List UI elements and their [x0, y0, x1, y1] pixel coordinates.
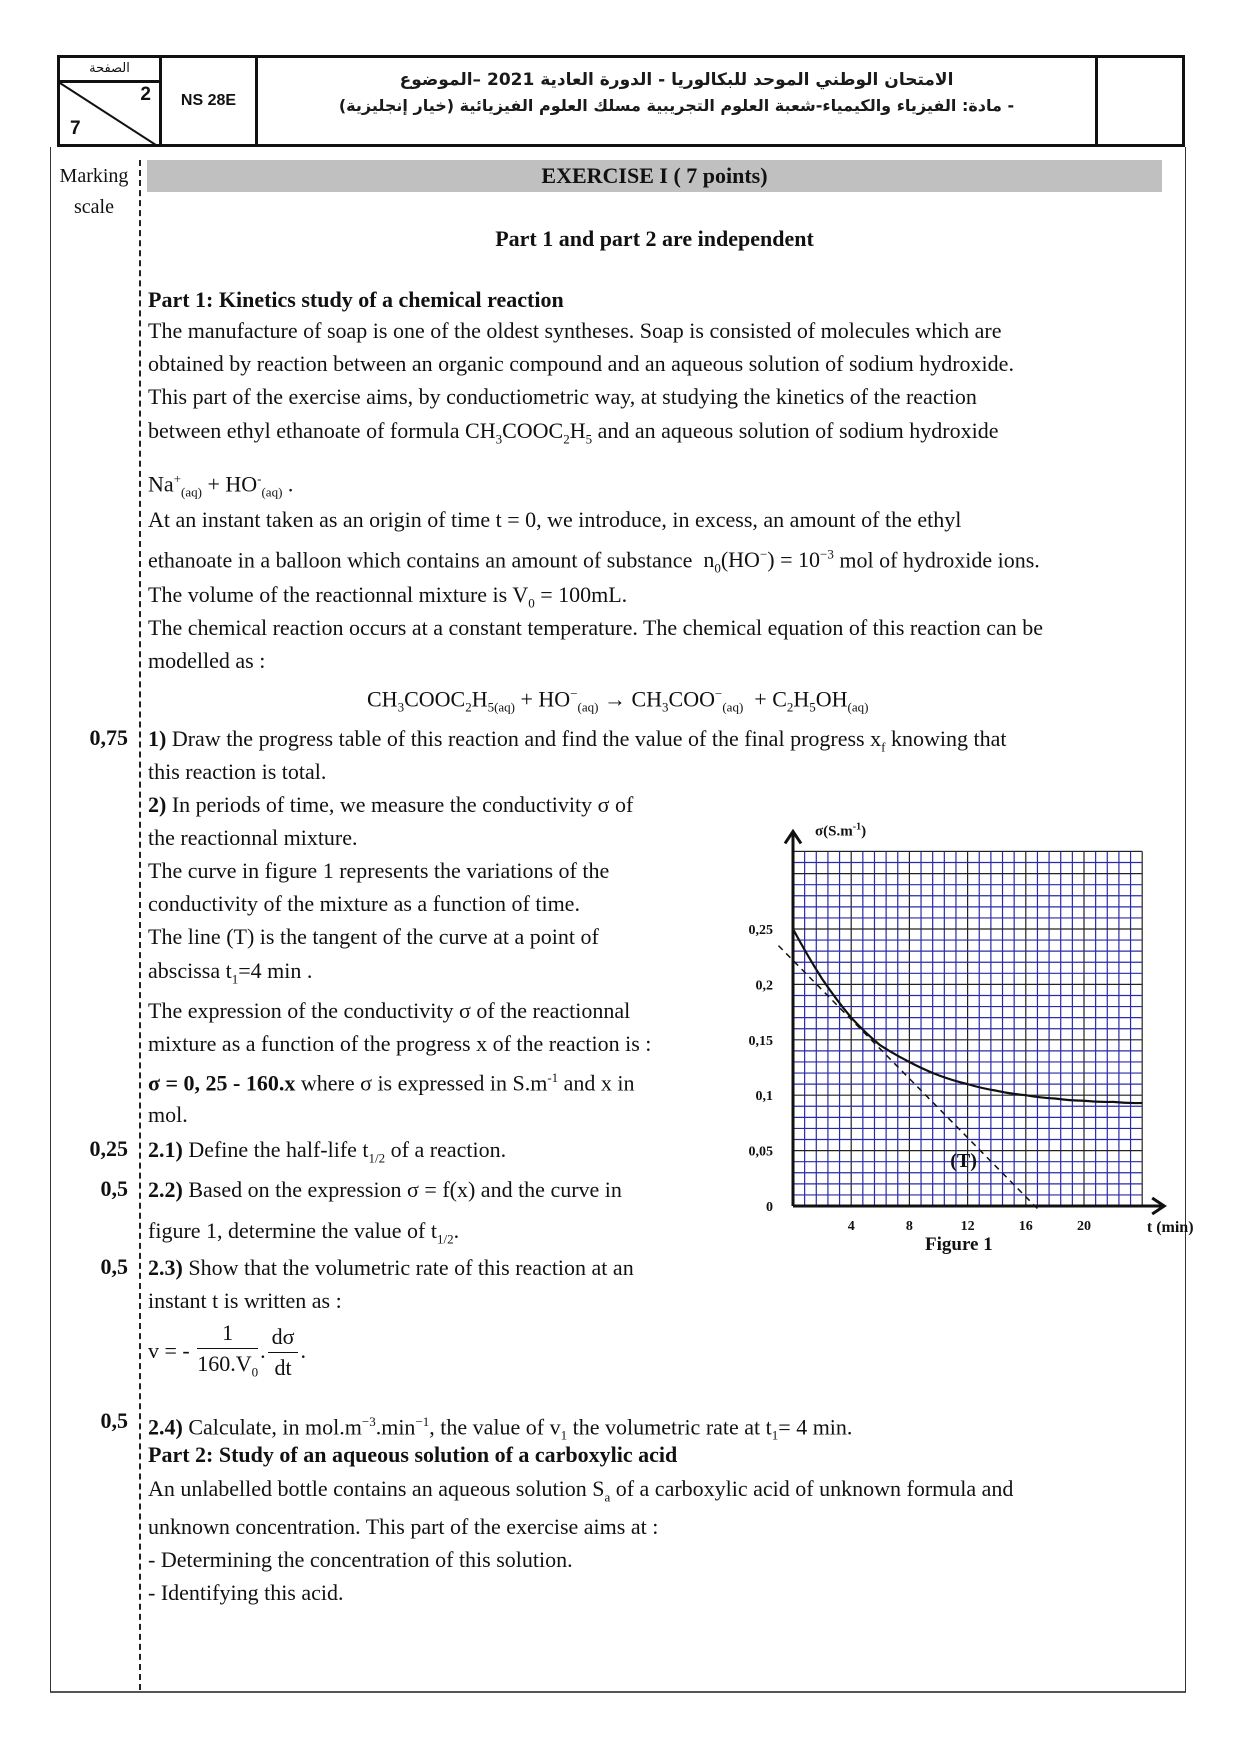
paragraph-line: σ = 0, 25 - 160.x where σ is expressed in $S.m^{-1}$ and x in	[148, 1070, 635, 1096]
formula-n0: $n_0(HO^-) = 10^{-3}$	[697, 547, 834, 576]
question-2-4: 2.4) Calculate, in $mol.m^{-3}.\min^{-1}$, the value of $v_1$ the volumetric rate at $t_1= 4$ min.	[148, 1414, 853, 1443]
paragraph-line: conductivity of the mixture as a function of time.	[148, 891, 580, 916]
text-fragment: The volume of the reactionnal mixture is V	[148, 582, 529, 607]
text-fragment: In periods of time, we measure the conductivity σ of	[171, 792, 634, 817]
text-fragment: Draw the progress table of this reaction and find the value of the final progress x	[171, 726, 882, 751]
text-fragment: mol of hydroxide ions.	[839, 547, 1040, 573]
question-1: 1) Draw the progress table of this reaction and find the value of the final progress $x_f$ knowing that	[148, 726, 1007, 755]
question-2-2	[148, 1173, 622, 1206]
text-fragment: abscissa t	[148, 958, 232, 983]
question-number: 2)	[148, 792, 167, 817]
paragraph-line: abscissa $t_1=4$ min .	[148, 958, 313, 987]
score-q2-1: 0,25	[89, 1136, 128, 1161]
y-tick-label: 0	[766, 1200, 773, 1215]
paragraph-line: unknown concentration. This part of the exercise aims at :	[148, 1514, 659, 1539]
text-fragment: of a carboxylic acid of unknown formula and	[610, 1476, 1014, 1501]
exam-header	[57, 55, 1185, 147]
figure-1-chart	[730, 815, 1200, 1275]
text-fragment: Calculate, in mol.m	[188, 1414, 362, 1440]
exam-title-line1: الامتحان الوطني الموحد للبكالوريا - الدورة العادية 2021 –الموضوع	[399, 70, 954, 90]
y-tick-label: 0,1	[755, 1089, 773, 1105]
text-fragment: ethanoate in a balloon which contains an amount of substance	[148, 547, 693, 573]
marking-label-line2: scale	[74, 196, 114, 218]
paragraph-line: The manufacture of soap is one of the oldest syntheses. Soap is consisted of molecules which are	[148, 318, 1002, 343]
text-fragment: and an aqueous solution of sodium hydroxide	[597, 418, 999, 443]
text-fragment: of a reaction.	[390, 1137, 507, 1162]
y-tick-label: 0,15	[748, 1033, 773, 1049]
x-tick-label: 20	[1077, 1219, 1091, 1234]
score-q2-3: 0,5	[100, 1254, 128, 1279]
exercise-subtitle: Part 1 and part 2 are independent	[495, 226, 814, 251]
question-number: 2.3)	[148, 1255, 183, 1280]
paragraph-line: this reaction is total.	[148, 759, 327, 784]
margin-divider	[139, 160, 141, 1690]
page-label: الصفحة	[60, 58, 159, 83]
score-q2-2: 0,5	[100, 1176, 128, 1201]
text-fragment: and x in	[563, 1070, 635, 1096]
text-fragment: .min	[375, 1414, 416, 1440]
paragraph-line: - Identifying this acid.	[148, 1580, 344, 1605]
question-number: 2.1)	[148, 1137, 183, 1162]
fraction: $\frac{1}{160.V_0}$	[197, 1320, 259, 1380]
conductivity-formula: σ = 0, 25 - 160.x	[148, 1070, 296, 1096]
score-q1: 0,75	[89, 725, 128, 750]
text-fragment: Define the half-life t	[188, 1137, 369, 1162]
x-tick-label: 16	[1018, 1219, 1033, 1234]
paragraph-line: mol.	[148, 1102, 188, 1127]
paragraph-line: At an instant taken as an origin of time t = 0, we introduce, in excess, an amount of the ethyl	[148, 507, 962, 532]
paragraph-line: The chemical reaction occurs at a constant temperature. The chemical equation of this reaction can be	[148, 615, 1044, 640]
text-fragment: An unlabelled bottle contains an aqueous solution S	[148, 1476, 605, 1501]
x-tick-label: 12	[960, 1219, 975, 1234]
page-indicator	[60, 58, 162, 144]
paragraph-line: An unlabelled bottle contains an aqueous solution $S_a$ of a carboxylic acid of unknown formula and	[148, 1476, 1014, 1505]
exam-title-line2: - مادة: الفيزياء والكيمياء-شعبة العلوم التجريبية مسلك العلوم الفيزيائية (خيار إنجليزية)	[338, 96, 1015, 115]
page-number: 2	[140, 84, 151, 105]
x-tick-label: 8	[905, 1219, 913, 1234]
chemical-equation: $CH_3COOC_2H_{5(aq)} + HO^-_{(aq)} \to CH_3COO^-_{(aq)} + C_2H_5OH_{(aq)}$	[367, 686, 869, 715]
question-number: 1)	[148, 726, 167, 751]
blank-cell	[1098, 58, 1182, 144]
paragraph-line: the reactionnal mixture.	[148, 825, 358, 850]
exercise-title: EXERCISE I ( 7 points)	[147, 160, 1162, 192]
page-total: 7	[70, 118, 81, 139]
text-fragment: =4 min .	[238, 958, 313, 983]
paragraph-line: - Determining the concentration of this solution.	[148, 1547, 573, 1572]
question-2-1: 2.1) Define the half-life $t_{1/2}$ of a reaction.	[148, 1137, 507, 1166]
question-number: 2.2)	[148, 1177, 183, 1202]
formula-sodium-hydroxide: $Na^+_{(aq)} + HO^-_{(aq)}$ .	[148, 471, 294, 500]
formula-ethyl-ethanoate: $CH_3COOC_2H_5$	[465, 418, 593, 447]
question-2-3	[148, 1251, 634, 1284]
marking-scale-label	[52, 161, 136, 223]
paragraph-line: The line (T) is the tangent of the curve at a point of	[148, 924, 599, 949]
paragraph-line: modelled as :	[148, 648, 266, 673]
score-q2-4: 0,5	[100, 1408, 128, 1433]
question-number: 2.4)	[148, 1414, 183, 1440]
text-fragment: figure 1, determine the value of t	[148, 1218, 437, 1243]
text-fragment: .	[453, 1218, 460, 1243]
part2-heading: Part 2: Study of an aqueous solution of a carboxylic acid	[148, 1442, 678, 1467]
paragraph-line: obtained by reaction between an organic compound and an aqueous solution of sodium hydroxide.	[148, 351, 1014, 376]
paragraph-line: instant t is written as :	[148, 1288, 342, 1313]
paragraph-line: The expression of the conductivity σ of the reactionnal	[148, 998, 631, 1023]
conductivity-time-plot	[730, 815, 1200, 1275]
question-2	[148, 788, 633, 821]
part1-heading: Part 1: Kinetics study of a chemical reaction	[148, 287, 564, 312]
tangent-label: (T)	[950, 1150, 977, 1173]
paragraph-line: This part of the exercise aims, by conductiometric way, at studying the kinetics of the reaction	[148, 384, 977, 409]
text-fragment: the volumetric rate at t	[567, 1414, 772, 1440]
y-tick-label: 0,2	[755, 978, 773, 994]
text-fragment: Show that the volumetric rate of this reaction at an	[188, 1255, 634, 1280]
y-tick-label: 0,05	[748, 1144, 773, 1160]
text-fragment: , the value of v	[429, 1414, 561, 1440]
y-tick-label: 0,25	[748, 923, 773, 938]
figure-caption: Figure 1	[925, 1234, 993, 1255]
paragraph-line: figure 1, determine the value of $t_{1/2}$.	[148, 1218, 460, 1247]
paragraph-line: The curve in figure 1 represents the variations of the	[148, 858, 610, 883]
text-fragment: = 4 min.	[778, 1414, 853, 1440]
marking-label-line1: Marking	[59, 165, 129, 187]
x-tick-label: 4	[847, 1219, 855, 1234]
paragraph-line: The volume of the reactionnal mixture is $V_0 = 100mL$.	[148, 582, 628, 611]
text-fragment: knowing that	[890, 726, 1007, 751]
text-fragment: = 100mL.	[540, 582, 628, 607]
paragraph-line	[148, 414, 998, 455]
rate-formula: v = - $\frac{1}{160.V_0}$ . $\frac{d\sigma}{dt}$ .	[148, 1318, 306, 1387]
paragraph-line: mixture as a function of the progress x of the reaction is :	[148, 1031, 652, 1056]
text-fragment: between ethyl ethanoate of formula	[148, 418, 460, 443]
exam-code: NS 28E	[162, 58, 258, 144]
y-axis-label: $\sigma(S.m^{-1})$	[815, 821, 867, 840]
text-fragment: Based on the expression σ = f(x) and the curve in	[188, 1177, 622, 1202]
exam-title	[258, 58, 1098, 144]
text-fragment: where σ is expressed in S.m	[300, 1070, 548, 1096]
fraction: $\frac{d\sigma}{dt}$	[268, 1322, 299, 1383]
x-axis-label: t (min)	[1146, 1219, 1194, 1236]
